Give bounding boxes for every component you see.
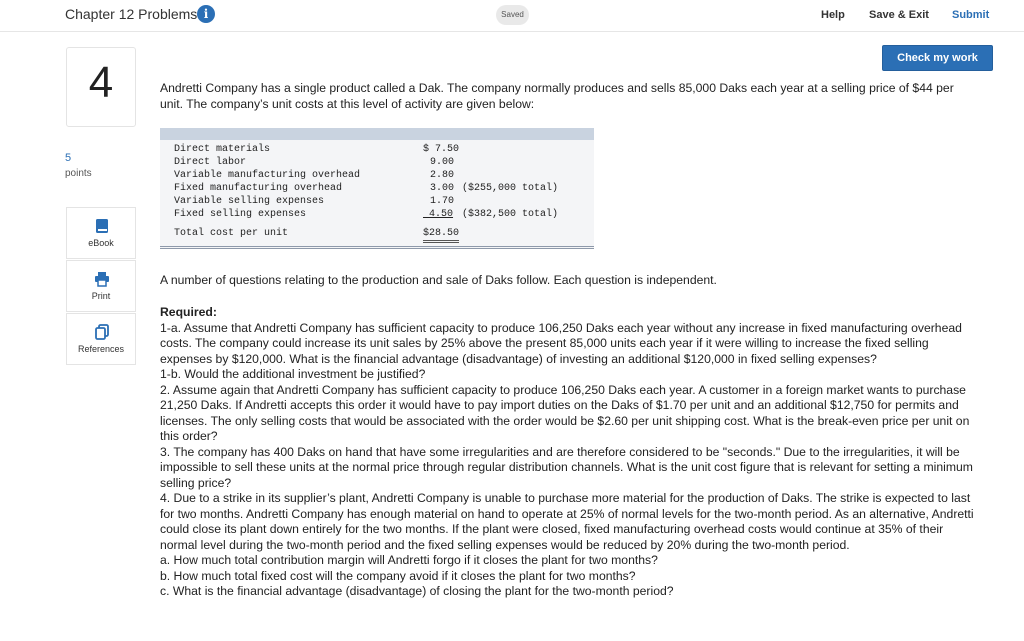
table-body <box>160 140 594 249</box>
required-title: Required: <box>160 305 217 319</box>
copy-icon <box>94 324 110 340</box>
help-link[interactable]: Help <box>821 9 845 21</box>
table-row <box>160 182 594 195</box>
table-row <box>160 156 594 169</box>
table-row <box>160 195 594 208</box>
row-note: ($255,000 total) <box>462 183 559 194</box>
row-label: Direct materials <box>174 144 271 155</box>
ebook-button[interactable] <box>66 207 136 259</box>
table-header <box>160 128 594 140</box>
row-note: ($382,500 total) <box>462 209 559 220</box>
table-row <box>160 208 594 221</box>
printer-icon <box>94 271 110 287</box>
question-number: 4 <box>88 58 114 107</box>
row-amount: 3.00 <box>430 183 455 194</box>
saved-status-badge: Saved <box>496 5 529 25</box>
row-amount: 9.00 <box>430 157 455 168</box>
row-amount: $ 7.50 <box>423 144 460 155</box>
requirement-item: b. How much total fixed cost will the company avoid if it closes the plant for two months? <box>160 568 636 583</box>
info-icon[interactable]: i <box>197 5 215 23</box>
requirement-item: 2. Assume again that Andretti Company has sufficient capacity to produce 106,250 Daks each year. A customer in a foreign market wants to purchase 21,250 Daks. If Andretti accepts this order it would have to pay import duties on the Daks of $1.70 per unit and an additional $12,750 for permits and licenses. The only selling costs that would be associated with the order would be $2.60 per unit shipping cost. What is the break-even price per unit on this order? <box>160 382 970 443</box>
chapter-title: Chapter 12 Problems <box>65 6 198 22</box>
row-amount-value: 4.50 <box>429 209 454 220</box>
question-number-box <box>66 47 136 127</box>
row-label: Fixed manufacturing overhead <box>174 183 343 194</box>
required-section <box>160 305 980 600</box>
row-label: Fixed selling expenses <box>174 209 307 220</box>
requirement-item: 4. Due to a strike in its supplier’s plant, Andretti Company is unable to purchase more material for the production of Daks. The strike is expected to last for two months. Andretti Company has enough material on hand to operate at 25% of normal levels for the two-month period. As an alternative, Andretti could close its plant down entirely for the two months. If the plant were closed, fixed manufacturing overhead costs would continue at 35% of their normal level during the two-month period and the fixed selling expenses would be reduced by 20% during the two-month period. <box>160 491 974 552</box>
print-button[interactable] <box>66 260 136 312</box>
requirement-item: 1-b. Would the additional investment be justified? <box>160 367 426 381</box>
table-row <box>160 143 594 156</box>
check-my-work-button[interactable]: Check my work <box>882 45 993 71</box>
row-amount: 2.80 <box>430 170 455 181</box>
row-amount <box>423 209 453 220</box>
points-label: points <box>65 168 92 179</box>
submit-link[interactable]: Submit <box>952 9 990 21</box>
row-label: Variable manufacturing overhead <box>174 170 361 181</box>
save-exit-link[interactable]: Save & Exit <box>869 9 929 21</box>
row-label: Direct labor <box>174 157 247 168</box>
total-amount: $28.50 <box>423 228 459 243</box>
print-label: Print <box>91 291 111 301</box>
references-button[interactable] <box>66 313 136 365</box>
row-amount: 1.70 <box>430 196 455 207</box>
requirement-item: 1-a. Assume that Andretti Company has sufficient capacity to produce 106,250 Daks each year without any increase in fixed manufacturing overhead costs. The company could increase its unit sales by 25% above the present 85,000 units each year if it were willing to increase the fixed selling expenses by $120,000. What is the financial advantage (disadvantage) of investing an additional $120,000 in fixed selling expenses? <box>160 320 962 366</box>
row-label: Variable selling expenses <box>174 196 325 207</box>
questions-lead-text: A number of questions relating to the production and sale of Daks follow. Each question is independent. <box>160 273 717 287</box>
requirement-item: 3. The company has 400 Daks on hand that have some irregularities and are therefore considered to be "seconds." Due to the irregularities, it will be impossible to sell these units at the normal price through regular distribution channels. What is the unit cost figure that is relevant for setting a minimum selling price? <box>160 444 973 490</box>
ebook-label: eBook <box>88 238 114 248</box>
requirement-item: c. What is the financial advantage (disadvantage) of closing the plant for the two-month period? <box>160 584 674 598</box>
problem-intro: Andretti Company has a single product called a Dak. The company normally produces and sells 85,000 Daks each year at a selling price of $44 per unit. The company’s unit costs at this level of activity are given below: <box>160 81 954 111</box>
requirement-item: a. How much total contribution margin will Andretti forgo if it closes the plant for two months? <box>160 553 658 567</box>
references-label: References <box>77 344 125 354</box>
points-value: 5 <box>65 152 72 164</box>
unit-cost-table <box>160 128 594 249</box>
total-row <box>160 225 594 242</box>
total-label: Total cost per unit <box>174 228 289 239</box>
table-row <box>160 169 594 182</box>
top-bar <box>0 0 1024 32</box>
book-icon <box>94 218 110 234</box>
